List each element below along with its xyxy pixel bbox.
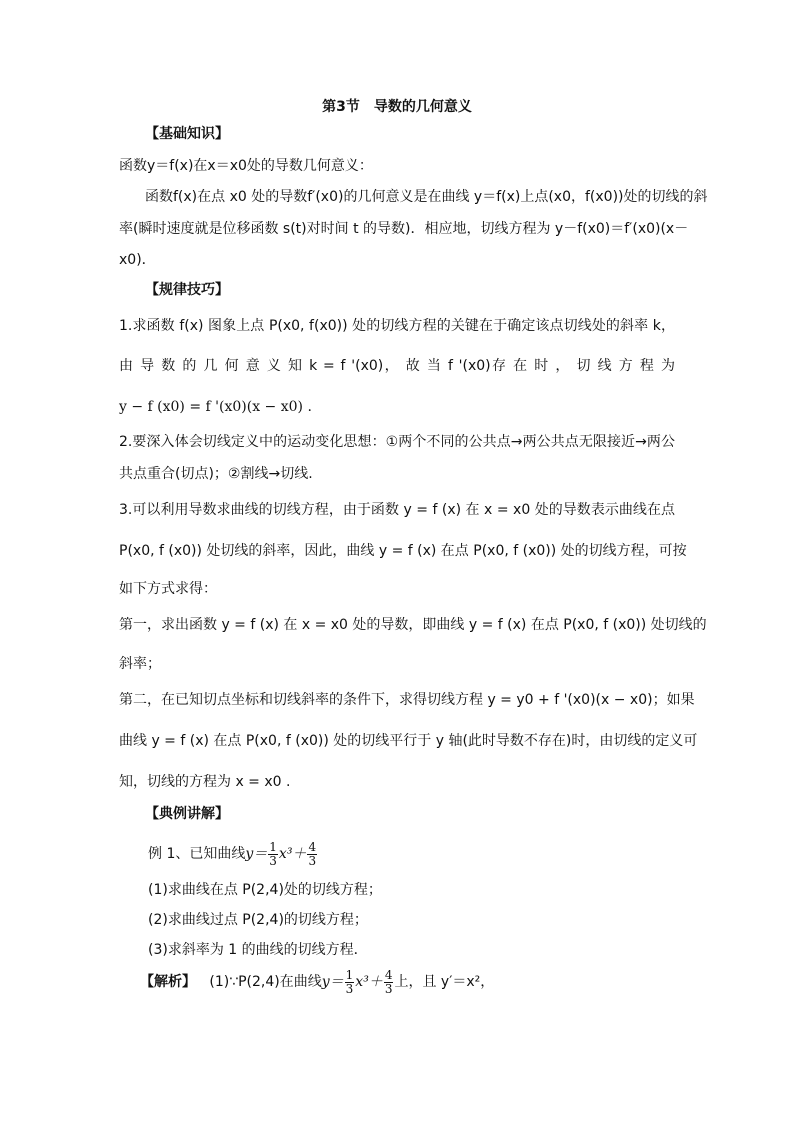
fraction-four-thirds	[384, 969, 394, 996]
rule-1-line-2: 由 导 数 的 几 何 意 义 知 k = f '(x0)， 故 当 f '(x0)存 在 时 ， 切 线 方 程 为	[119, 358, 675, 374]
rule-2-line-1: 2.要深入体会切线定义中的运动变化思想：①两个不同的公共点→两公共点无限接近→两公	[119, 434, 675, 450]
section-heading-rules: 【规律技巧】	[145, 282, 229, 298]
fraction-numerator: 4	[308, 839, 317, 854]
example-lead: 例 1、已知曲线	[148, 846, 246, 862]
basic-paragraph-line-1: 函数f(x)在点 x0 处的导数f′(x0)的几何意义是在曲线 y＝f(x)上点(x0，f(x0))处的切线的斜	[145, 189, 708, 205]
fraction-denominator: 3	[308, 853, 317, 868]
solution-eq-x3: x³＋	[355, 974, 383, 990]
basic-paragraph-line-2: 率(瞬时速度就是位移函数 s(t)对时间 t 的导数)．相应地，切线方程为 y－f(x0)＝f′(x0)(x－	[119, 221, 689, 237]
example-question-1: (1)求曲线在点 P(2,4)处的切线方程；	[148, 882, 382, 898]
solution-label: 【解析】	[140, 974, 196, 990]
fraction-numerator: 1	[269, 839, 277, 854]
fraction-denominator: 3	[269, 853, 277, 868]
example-1-statement	[148, 840, 708, 870]
fraction-four-thirds	[307, 841, 317, 868]
section-heading-examples: 【典例讲解】	[145, 806, 229, 822]
step-2-line-2: 曲线 y = f (x) 在点 P(x0, f (x0)) 处的切线平行于 y 轴(此时导数不存在)时，由切线的定义可	[119, 733, 698, 749]
solution-pre: (1)∵P(2,4)在曲线	[209, 974, 322, 990]
fraction-one-third	[345, 969, 355, 996]
example-eq-y: y＝	[245, 846, 268, 862]
solution-eq-y: y＝	[321, 974, 344, 990]
rule-1-formula: y − f (x0) = f '(x0)(x − x0) .	[119, 399, 312, 415]
fraction-denominator: 3	[345, 981, 354, 996]
rule-3-line-1: 3.可以利用导数求曲线的切线方程，由于函数 y = f (x) 在 x = x0 处的导数表示曲线在点	[119, 502, 675, 518]
rule-1-line-1: 1.求函数 f(x) 图象上点 P(x0, f(x0)) 处的切线方程的关键在于确定该点切线处的斜率 k，	[119, 318, 675, 334]
fraction-one-third	[268, 841, 278, 868]
example-question-2: (2)求曲线过点 P(2,4)的切线方程；	[148, 912, 368, 928]
rule-3-line-2: P(x0, f (x0)) 处切线的斜率，因此，曲线 y = f (x) 在点 P(x0, f (x0)) 处的切线方程，可按	[119, 543, 687, 559]
step-2-line-1: 第二，在已知切点坐标和切线斜率的条件下，求得切线方程 y = y0 + f '(x0)(x − x0)；如果	[119, 692, 695, 708]
basic-intro: 函数y＝f(x)在x＝x0处的导数几何意义：	[119, 158, 373, 174]
basic-paragraph-line-3: x0)．	[119, 252, 156, 268]
step-1-line-2: 斜率；	[119, 656, 161, 672]
solution-line	[140, 968, 700, 998]
step-1-line-1: 第一，求出函数 y = f (x) 在 x = x0 处的导数，即曲线 y = f (x) 在点 P(x0, f (x0)) 处切线的	[119, 617, 707, 633]
section-heading-basic: 【基础知识】	[145, 126, 229, 142]
example-eq-x3: x³＋	[278, 846, 307, 862]
fraction-denominator: 3	[384, 981, 393, 996]
solution-post: 上，且 y′＝x²，	[394, 974, 495, 990]
fraction-numerator: 1	[345, 967, 354, 982]
page-title: 第3节 导数的几何意义	[322, 99, 472, 115]
step-2-line-3: 知，切线的方程为 x = x0 .	[119, 774, 291, 790]
rule-3-line-3: 如下方式求得：	[119, 581, 217, 597]
example-question-3: (3)求斜率为 1 的曲线的切线方程．	[148, 942, 368, 958]
fraction-numerator: 4	[384, 967, 393, 982]
rule-2-line-2: 共点重合(切点)；②割线→切线.	[119, 466, 313, 482]
